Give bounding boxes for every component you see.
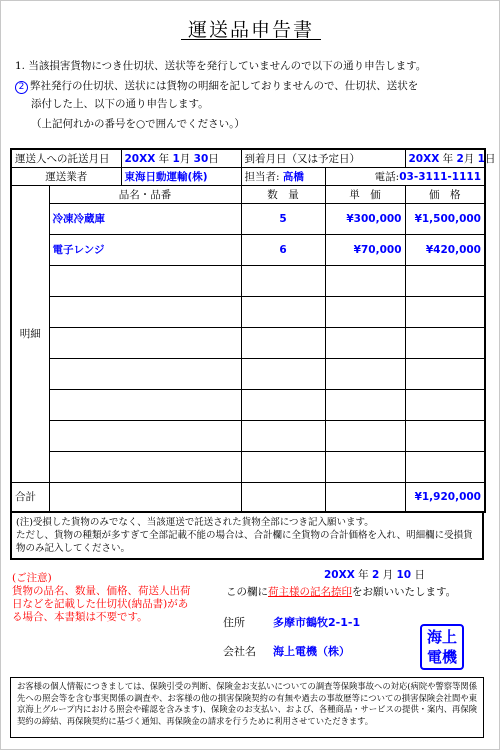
company-value[interactable]: 海上電機（株） bbox=[273, 645, 350, 658]
note-line-1: (注)受損した貨物のみでなく、当該運送で託送された貨物全部につき記入願います。 bbox=[16, 517, 374, 528]
address-row bbox=[223, 614, 361, 630]
stamp-line-1: 海上 bbox=[426, 628, 457, 646]
item-qty[interactable] bbox=[241, 420, 325, 451]
table-row bbox=[11, 296, 485, 327]
item-name[interactable] bbox=[49, 327, 241, 358]
consign-year: 20XX bbox=[124, 152, 156, 165]
item-price[interactable] bbox=[405, 358, 485, 389]
arrival-month: 2 bbox=[456, 152, 464, 165]
option-2-continued: 添付した上、以下の通り申告します。 bbox=[31, 98, 209, 110]
item-unit-price[interactable] bbox=[325, 327, 405, 358]
company-seal-stamp bbox=[420, 624, 464, 670]
table-row bbox=[11, 358, 485, 389]
item-qty[interactable] bbox=[241, 265, 325, 296]
item-unit-price[interactable] bbox=[325, 265, 405, 296]
consign-month: 1 bbox=[172, 152, 180, 165]
option-instruction: （上記何れかの番号を○で囲んでください。） bbox=[31, 118, 245, 130]
total-unit-blank bbox=[325, 482, 405, 512]
item-name[interactable] bbox=[49, 296, 241, 327]
col-header-name: 品名・品番 bbox=[49, 185, 241, 203]
col-header-unit-price: 単 価 bbox=[325, 185, 405, 203]
declaration-year-unit: 年 bbox=[358, 569, 369, 581]
item-qty[interactable] bbox=[241, 358, 325, 389]
arrival-day-unit: 日 bbox=[484, 152, 496, 165]
caution-heading: (ご注意) bbox=[12, 572, 52, 584]
item-price[interactable] bbox=[405, 389, 485, 420]
item-unit-price[interactable] bbox=[325, 451, 405, 482]
table-row bbox=[11, 265, 485, 296]
person-field[interactable] bbox=[241, 167, 325, 185]
item-qty[interactable] bbox=[241, 451, 325, 482]
item-qty[interactable] bbox=[241, 389, 325, 420]
declaration-month: 2 bbox=[372, 569, 380, 581]
item-unit-price[interactable]: ¥70,000 bbox=[325, 234, 405, 265]
col-header-price: 価 格 bbox=[405, 185, 485, 203]
total-value[interactable]: ¥1,920,000 bbox=[405, 482, 485, 512]
signature-request bbox=[226, 584, 456, 599]
item-qty[interactable]: 5 bbox=[241, 203, 325, 234]
phone-field[interactable] bbox=[325, 167, 485, 185]
total-qty-blank bbox=[241, 482, 325, 512]
arrival-year: 20XX bbox=[408, 152, 440, 165]
title-underline bbox=[181, 39, 321, 40]
address-label: 住所 bbox=[223, 616, 245, 629]
table-row bbox=[11, 451, 485, 482]
option-2-circled-number[interactable]: 2 bbox=[15, 81, 28, 94]
phone-label: 電話: bbox=[374, 170, 400, 183]
address-value[interactable]: 多摩市鶴牧2-1-1 bbox=[273, 616, 361, 629]
item-name[interactable] bbox=[49, 420, 241, 451]
item-price[interactable]: ¥1,500,000 bbox=[405, 203, 485, 234]
item-price[interactable] bbox=[405, 327, 485, 358]
signature-request-suffix: をお願いいたします。 bbox=[352, 586, 457, 598]
declaration-year: 20XX bbox=[324, 569, 355, 581]
caution-body: 貨物の品名、数量、価格、荷送人出荷日などを記載した仕切状(納品書)がある場合、本書類は不要です。 bbox=[12, 585, 191, 623]
declaration-date[interactable] bbox=[324, 567, 425, 582]
consign-day-unit: 日 bbox=[208, 152, 219, 165]
consign-date-field[interactable] bbox=[121, 149, 241, 167]
item-qty[interactable] bbox=[241, 327, 325, 358]
company-label: 会社名 bbox=[223, 645, 256, 658]
total-name-blank bbox=[49, 482, 241, 512]
total-row bbox=[11, 482, 485, 512]
arrival-day: 1 bbox=[477, 152, 485, 165]
total-label: 合計 bbox=[11, 482, 49, 512]
option-2 bbox=[15, 79, 418, 94]
table-row bbox=[11, 389, 485, 420]
item-price[interactable] bbox=[405, 265, 485, 296]
signature-request-prefix: この欄に bbox=[226, 586, 268, 598]
declaration-month-unit: 月 bbox=[382, 569, 394, 581]
person-label: 担当者: bbox=[244, 170, 280, 183]
declaration-day-unit: 日 bbox=[414, 569, 425, 581]
item-name[interactable]: 冷凍冷蔵庫 bbox=[49, 203, 241, 234]
carrier-label: 運送業者 bbox=[11, 167, 121, 185]
item-unit-price[interactable]: ¥300,000 bbox=[325, 203, 405, 234]
option-2-text: 弊社発行の仕切状、送状には貨物の明細を記しておりませんので、仕切状、送状を bbox=[30, 80, 419, 92]
table-row bbox=[11, 234, 485, 265]
item-name[interactable] bbox=[49, 451, 241, 482]
declaration-day: 10 bbox=[396, 569, 412, 581]
consign-year-unit: 年 bbox=[158, 152, 170, 165]
col-header-qty: 数 量 bbox=[241, 185, 325, 203]
consign-date-label: 運送人への託送月日 bbox=[11, 149, 121, 167]
company-row bbox=[223, 643, 350, 659]
item-unit-price[interactable] bbox=[325, 420, 405, 451]
person-value: 高橋 bbox=[282, 170, 304, 183]
caution-box bbox=[12, 572, 192, 624]
item-price[interactable] bbox=[405, 451, 485, 482]
carrier-field[interactable] bbox=[121, 167, 241, 185]
signature-request-emphasis: 荷主様の記名捺印 bbox=[268, 586, 352, 598]
phone-value: 03-3111-1111 bbox=[399, 170, 481, 183]
item-price[interactable]: ¥420,000 bbox=[405, 234, 485, 265]
table-row bbox=[11, 203, 485, 234]
table-row bbox=[11, 420, 485, 451]
cargo-table bbox=[10, 148, 496, 513]
item-price[interactable] bbox=[405, 296, 485, 327]
table-row bbox=[11, 327, 485, 358]
item-name[interactable] bbox=[49, 358, 241, 389]
arrival-date-label: 到着月日（又は予定日） bbox=[241, 149, 405, 167]
note-line-2: ただし、貨物の種類が多すぎて全部記載不能の場合は、合計欄に全貨物の合計価格を入れ、明細欄に受損貨物のみ記入してください。 bbox=[16, 530, 473, 554]
item-name[interactable] bbox=[49, 265, 241, 296]
item-price[interactable] bbox=[405, 420, 485, 451]
item-unit-price[interactable] bbox=[325, 389, 405, 420]
carrier-value: 東海日動運輸(株) bbox=[124, 170, 208, 183]
item-name[interactable]: 電子レンジ bbox=[49, 234, 241, 265]
item-name[interactable] bbox=[49, 389, 241, 420]
item-qty[interactable]: 6 bbox=[241, 234, 325, 265]
item-qty[interactable] bbox=[241, 296, 325, 327]
page-title: 運送品申告書 bbox=[187, 19, 314, 41]
privacy-notice: お客様の個人情報につきましては、保険引受の判断、保険金お支払いについての調査等保険事故への対応(病院や警察等関係先への照会等を含む事実関係の調査や、お客様の他の損害保険契約の有無や過去の事故歴等についての損害保険会社間や東京海上グループ内における照会や確認を含みます)、保険金のお支払い、および、各種商品・サービスの提供・案内、再保険契約の締結、再保険契約に基づく通知、再保険金の請求を行うために利用させていただきます。 bbox=[10, 677, 484, 738]
arrival-month-unit: 月 bbox=[463, 152, 475, 165]
notes-box bbox=[10, 512, 484, 560]
item-unit-price[interactable] bbox=[325, 296, 405, 327]
detail-section-label: 明細 bbox=[11, 185, 49, 482]
stamp-line-2: 電機 bbox=[426, 648, 457, 666]
consign-day: 30 bbox=[193, 152, 209, 165]
consign-month-unit: 月 bbox=[179, 152, 191, 165]
arrival-year-unit: 年 bbox=[442, 152, 454, 165]
option-1-text: 1. 当該損害貨物につき仕切状、送状等を発行していませんので以下の通り申告します。 bbox=[15, 60, 427, 72]
item-unit-price[interactable] bbox=[325, 358, 405, 389]
arrival-date-field[interactable] bbox=[405, 149, 496, 167]
